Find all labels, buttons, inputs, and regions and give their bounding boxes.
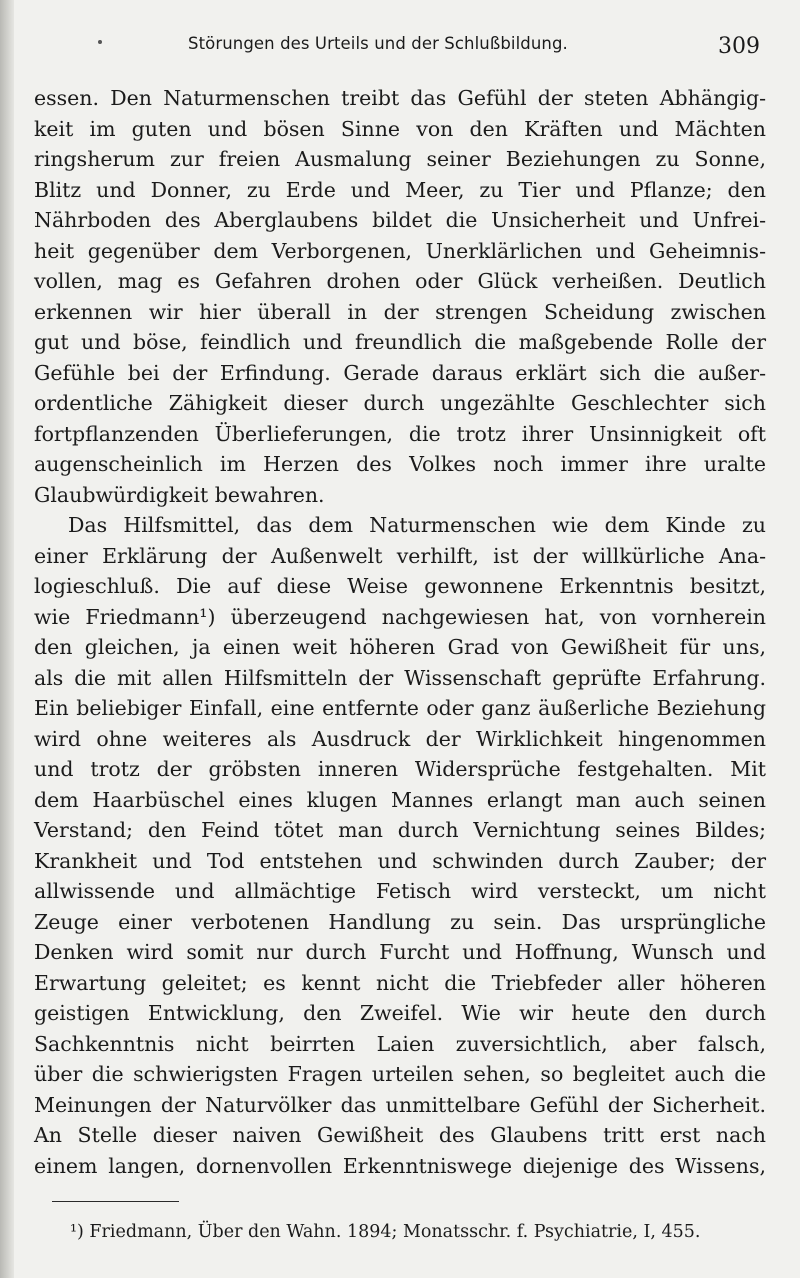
text-line: keit im guten und bösen Sinne von den Kräften und Mächten: [34, 116, 766, 141]
print-speck: [98, 40, 102, 44]
page-number: 309: [718, 34, 760, 59]
footnote: ¹) Friedmann, Über den Wahn. 1894; Monatsschr. f. Psychiatrie, I, 455.: [70, 1222, 701, 1242]
text-line: dem Haarbüschel eines klugen Mannes erlangt man auch seinen: [34, 787, 766, 812]
text-line: An Stelle dieser naiven Gewißheit des Glaubens tritt erst nach: [34, 1123, 766, 1147]
running-header: Störungen des Urteils und der Schlußbildung.: [188, 34, 568, 53]
text-line: als die mit allen Hilfsmitteln der Wissenschaft geprüfte Erfahrung.: [34, 665, 766, 690]
text-line: über die schwierigsten Fragen urteilen sehen, so begleitet auch die: [34, 1062, 766, 1086]
text-line: gut und böse, feindlich und freundlich die maßgebende Rolle der: [34, 330, 766, 354]
text-line: logieschluß. Die auf diese Weise gewonnene Erkenntnis besitzt,: [34, 574, 766, 598]
text-line: Zeuge einer verbotenen Handlung zu sein. Das ursprüngliche: [34, 909, 766, 934]
text-line: Gefühle bei der Erfindung. Gerade daraus erklärt sich die außer-: [34, 360, 766, 385]
paragraph-start-line: Das Hilfsmittel, das dem Naturmenschen wie dem Kinde zu: [68, 513, 766, 537]
page-shadow-edge: [0, 0, 14, 1278]
text-line: Erwartung geleitet; es kennt nicht die Triebfeder aller höheren: [34, 970, 766, 995]
text-line: Sachkenntnis nicht beirrten Laien zuversichtlich, aber falsch,: [34, 1031, 766, 1056]
text-line: Krankheit und Tod entstehen und schwinden durch Zauber; der: [34, 848, 766, 873]
text-line: augenscheinlich im Herzen des Volkes noch immer ihre uralte: [34, 452, 766, 476]
text-line: Ein beliebiger Einfall, eine entfernte oder ganz äußerliche Beziehung: [34, 696, 766, 720]
text-line: wird ohne weiteres als Ausdruck der Wirklichkeit hingenommen: [34, 726, 766, 751]
text-line: essen. Den Naturmenschen treibt das Gefühl der steten Abhängig-: [34, 86, 766, 110]
text-line: ringsherum zur freien Ausmalung seiner Beziehungen zu Sonne,: [34, 147, 766, 171]
text-line: allwissende und allmächtige Fetisch wird versteckt, um nicht: [34, 879, 766, 903]
paragraph-end-line: Glaubwürdigkeit bewahren.: [34, 482, 325, 507]
text-line: ordentliche Zähigkeit dieser durch ungezählte Geschlechter sich: [34, 391, 766, 415]
text-line: den gleichen, ja einen weit höheren Grad von Gewißheit für uns,: [34, 635, 766, 659]
text-line: fortpflanzenden Überlieferungen, die trotz ihrer Unsinnigkeit oft: [34, 421, 766, 446]
text-line: und trotz der gröbsten inneren Widersprüche festgehalten. Mit: [34, 757, 766, 781]
text-line: einer Erklärung der Außenwelt verhilft, ist der willkürliche Ana-: [34, 543, 766, 568]
text-line: heit gegenüber dem Verborgenen, Unerklärlichen und Geheimnis-: [34, 238, 766, 263]
text-line: vollen, mag es Gefahren drohen oder Glück verheißen. Deutlich: [34, 269, 766, 293]
text-line: Blitz und Donner, zu Erde und Meer, zu Tier und Pflanze; den: [34, 177, 766, 202]
text-line: wie Friedmann¹) überzeugend nachgewiesen hat, von vornherein: [34, 604, 766, 629]
text-line: einem langen, dornenvollen Erkenntniswege diejenige des Wissens,: [34, 1153, 766, 1178]
text-line: Nährboden des Aberglaubens bildet die Unsicherheit und Unfrei-: [34, 208, 766, 232]
text-line: Denken wird somit nur durch Furcht und Hoffnung, Wunsch und: [34, 940, 766, 964]
text-line: Verstand; den Feind tötet man durch Vernichtung seines Bildes;: [34, 818, 766, 842]
text-line: erkennen wir hier überall in der strengen Scheidung zwischen: [34, 299, 766, 324]
text-line: Meinungen der Naturvölker das unmittelbare Gefühl der Sicherheit.: [34, 1092, 766, 1117]
text-line: geistigen Entwicklung, den Zweifel. Wie wir heute den durch: [34, 1001, 766, 1025]
body-text: [34, 83, 766, 1181]
footnote-divider: [52, 1201, 179, 1202]
